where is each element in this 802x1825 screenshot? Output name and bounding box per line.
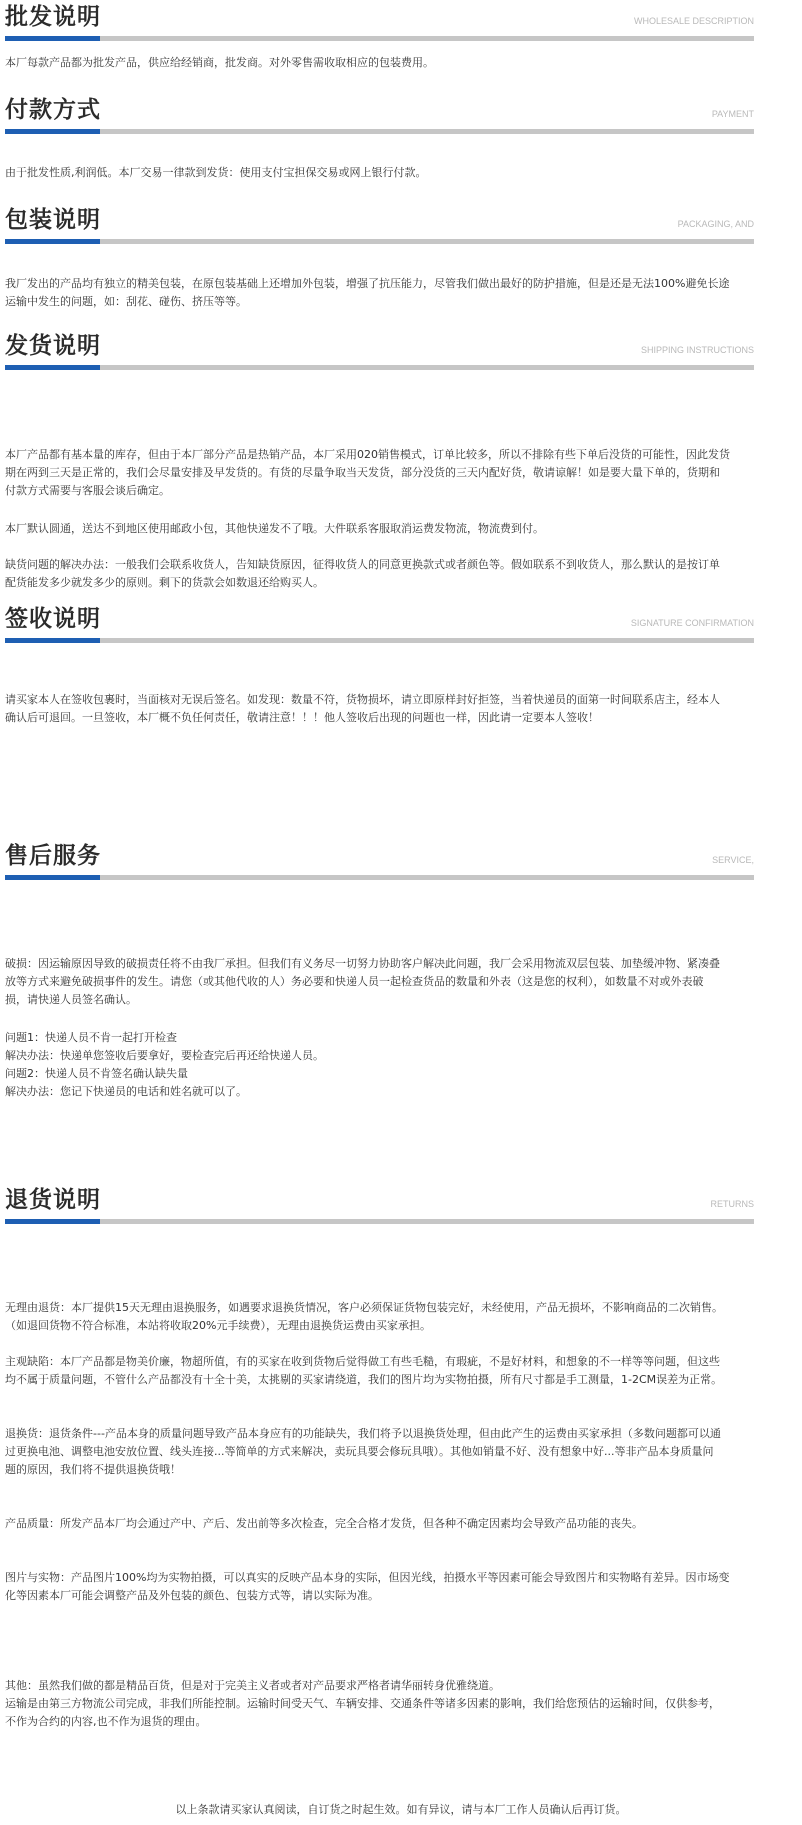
section-header-service [5,841,754,887]
section-title: 批发说明 [5,4,101,30]
section-divider-accent [5,129,100,134]
section-subtitle: SHIPPING INSTRUCTIONS [640,345,754,355]
section-divider-accent [5,875,100,880]
section-divider-accent [5,1219,100,1224]
returns-paragraph-no-reason: 无理由退货：本厂提供15天无理由退换服务，如遇要求退换货情况，客户必须保证货物包装完好，未经使用，产品无损坏，不影响商品的二次销售。 （如退回货物不符合标准，本站将收取20%元手续费），无理由退换货运费由买家承担。 [5,1301,723,1332]
section-title: 签收说明 [5,606,101,632]
returns-paragraph-quality: 产品质量：所发产品本厂均会通过产中、产后、发出前等多次检查，完全合格才发货，但各种不确定因素均会导致产品功能的丧失。 [5,1517,643,1530]
section-divider [5,36,754,41]
section-title: 退货说明 [5,1187,101,1213]
section-divider [5,875,754,880]
section-divider-accent [5,239,100,244]
section-title: 售后服务 [5,843,101,869]
packaging-paragraph: 我厂发出的产品均有独立的精美包装，在原包装基础上还增加外包装，增强了抗压能力，尽管我们做出最好的防护措施，但是还是无法100%避免长途 运输中发生的问题，如：刮花、碰伤、挤压等等。 [5,277,730,308]
section-subtitle: PAYMENT [711,109,754,119]
section-header-payment [5,95,754,141]
section-divider-accent [5,638,100,643]
shipping-paragraph-outofstock: 缺货问题的解决办法：一般我们会联系收货人，告知缺货原因，征得收货人的同意更换款式或者颜色等。假如联系不到收货人，那么默认的是按订单 配货能发多少就发多少的原则。剩下的货款会如数退还给购买人。 [5,558,720,589]
service-paragraph-damage: 破损：因运输原因导致的破损责任将不由我厂承担。但我们有义务尽一切努力协助客户解决此问题，我厂会采用物流双层包装、加垫缓冲物、紧凑叠 放等方式来避免破损事件的发生。请您（或其他代收的人）务必要和快递人员一起检查货品的数量和外表（这是您的权利），如数量不对或外表破 损，请快递人员签名确认。 [5,957,720,1006]
section-title: 付款方式 [5,97,101,123]
section-divider-accent [5,365,100,370]
section-divider [5,365,754,370]
returns-paragraph-other: 其他：虽然我们做的都是精品百货，但是对于完美主义者或者对产品要求严格者请华丽转身优雅绕道。 运输是由第三方物流公司完成，非我们所能控制。运输时间受天气、车辆安排、交通条件等诸多因素的影响，我们给您预估的运输时间，仅供参考， 不作为合约的内容,也不作为退货的理由。 [5,1679,720,1728]
section-divider-accent [5,36,100,41]
section-header-signature [5,604,754,650]
section-divider [5,239,754,244]
section-subtitle: WHOLESALE DESCRIPTION [633,16,754,26]
section-subtitle: SIGNATURE CONFIRMATION [630,618,754,628]
returns-paragraph-photos: 图片与实物：产品图片100%均为实物拍摄，可以真实的反映产品本身的实际，但因光线，拍摄水平等因素可能会导致图片和实物略有差异。因市场变 化等因素本厂可能会调整产品及外包装的颜色、包装方式等，请以实际为准。 [5,1571,730,1602]
section-header-returns [5,1185,754,1231]
service-paragraph-faq: 问题1：快递人员不肯一起打开检查 解决办法：快递单您签收后要拿好，要检查完后再还给快递人员。 问题2：快递人员不肯签名确认缺失量 解决办法：您记下快递员的电话和姓名就可以了。 [5,1031,324,1098]
shipping-paragraph-stock: 本厂产品都有基本量的库存，但由于本厂部分产品是热销产品，本厂采用020销售模式，订单比较多，所以不排除有些下单后没货的可能性，因此发货 期在两到三天是正常的，我们会尽量安排及早发货的。有货的尽量争取当天发货，部分没货的三天内配好货，敬请谅解！如是要大量下单的，货期和 付款方式需要与客服会谈后确定。 [5,448,730,497]
returns-paragraph-subjective: 主观缺陷：本厂产品都是物美价廉，物超所值，有的买家在收到货物后觉得做工有些毛糙，有瑕疵，不是好材料，和想象的不一样等等问题，但这些 均不属于质量问题，不管什么产品都没有十全十美，太挑剔的买家请绕道，我们的图片均为实物拍摄，所有尺寸都是手工测量，1-2CM误差为正常。 [5,1355,723,1386]
section-header-shipping [5,331,754,377]
section-header-wholesale [5,2,754,48]
shipping-paragraph-courier: 本厂默认圆通，送达不到地区使用邮政小包，其他快递发不了哦。大件联系客服取消运费发物流，物流费到付。 [5,522,544,535]
section-subtitle: SERVICE, [712,855,754,865]
returns-paragraph-exchange: 退换货：退货条件---产品本身的质量问题导致产品本身应有的功能缺失，我们将予以退换货处理，但由此产生的运费由买家承担（多数问题都可以通 过更换电池、调整电池安放位置、线头连接...等简单的方式来解决，卖玩具要会修玩具哦）。其他如销量不好、没有想象中好...等非产品本身质量问 题的原因，我们将不提供退换货哦！ [5,1427,721,1476]
section-header-packaging [5,205,754,251]
wholesale-paragraph: 本厂每款产品都为批发产品，供应给经销商，批发商。对外零售需收取相应的包装费用。 [5,56,434,69]
section-subtitle: PACKAGING, AND [677,219,754,229]
section-title: 包装说明 [5,207,101,233]
footer-notice: 以上条款请买家认真阅读，自订货之时起生效。如有异议，请与本厂工作人员确认后再订货。 [175,1803,627,1816]
section-divider [5,129,754,134]
signature-paragraph: 请买家本人在签收包裹时，当面核对无误后签名。如发现：数量不符，货物损坏，请立即原样封好拒签，当着快递员的面第一时间联系店主，经本人 确认后可退回。一旦签收，本厂概不负任何责任，敬请注意！！！他人签收后出现的问题也一样，因此请一定要本人签收！ [5,693,720,724]
section-subtitle: RETURNS [710,1199,754,1209]
section-title: 发货说明 [5,333,101,359]
payment-paragraph: 由于批发性质,利润低。本厂交易一律款到发货：使用支付宝担保交易或网上银行付款。 [5,166,427,179]
section-divider [5,638,754,643]
section-divider [5,1219,754,1224]
